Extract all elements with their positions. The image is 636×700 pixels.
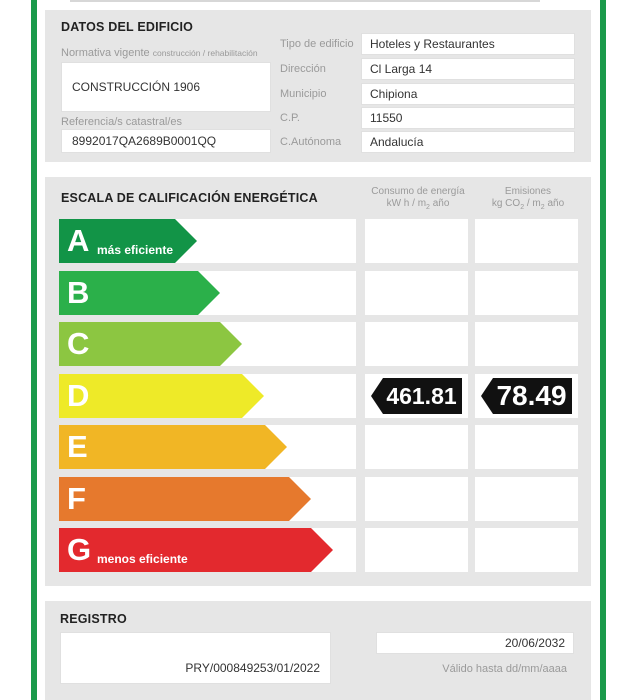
emisiones-header: Emisiones kg $CO_2 / m_2$ año: [491, 186, 565, 211]
tipo-value: Hoteles y Restaurantes: [361, 33, 575, 55]
emisiones-cell-a: [475, 219, 578, 263]
energy-scale-panel: [45, 177, 591, 586]
rating-arrow-b: [59, 271, 220, 315]
consumo-cell-g: [365, 528, 468, 572]
emisiones-cell-g: [475, 528, 578, 572]
emisiones-cell-c: [475, 322, 578, 366]
rating-sublabel-g: menos eficiente: [97, 552, 188, 566]
building-data-title: DATOS DEL EDIFICIO: [61, 20, 194, 34]
municipio-label: Municipio: [280, 88, 327, 100]
cp-value: 11550: [361, 107, 575, 129]
consumo-value-tag: 461.81: [371, 378, 462, 414]
rating-arrow-d: [59, 374, 264, 418]
rating-letter-d: D: [67, 377, 90, 413]
rating-letter-c: C: [67, 326, 90, 361]
consumo-cell-f: [365, 477, 468, 521]
rating-arrow-e: [59, 425, 287, 469]
direccion-label: Dirección: [280, 63, 326, 75]
emisiones-cell-f: [475, 477, 578, 521]
registry-panel: [45, 601, 591, 700]
rating-letter-b: B: [67, 274, 90, 310]
consumo-cell-e: [365, 425, 468, 469]
municipio-value: Chipiona: [361, 83, 575, 105]
registry-title: REGISTRO: [60, 612, 127, 626]
tipo-label: Tipo de edificio: [280, 38, 354, 50]
valid-until-label: Válido hasta dd/mm/aaaa: [442, 663, 567, 675]
building-data-panel: [45, 10, 591, 162]
rating-letter-a: A: [67, 223, 90, 258]
normativa-label: Normativa vigente construcción / rehabilitación: [61, 47, 258, 59]
energy-scale-title: ESCALA DE CALIFICACIÓN ENERGÉTICA: [61, 191, 318, 205]
direccion-value: Cl Larga 14: [361, 58, 575, 80]
emisiones-cell-e: [475, 425, 578, 469]
consumo-cell-c: [365, 322, 468, 366]
rating-letter-f: F: [67, 480, 86, 516]
emisiones-cell-b: [475, 271, 578, 315]
valid-until-date: 20/06/2032: [376, 632, 574, 654]
consumo-cell-a: [365, 219, 468, 263]
rating-arrow-f: [59, 477, 311, 521]
rating-arrow-a: [59, 219, 197, 263]
referencia-value: 8992017QA2689B0001QQ: [61, 129, 271, 153]
rating-letter-g: G: [67, 532, 92, 567]
rating-arrow-c: [59, 322, 242, 366]
registry-number: PRY/000849253/01/2022: [60, 632, 331, 684]
rating-sublabel-a: más eficiente: [97, 243, 174, 257]
rating-arrow-g: [59, 528, 333, 572]
autonoma-label: C.Autónoma: [280, 136, 342, 148]
consumo-header: Consumo de energía kW h / $m_2$ año: [371, 186, 465, 211]
normativa-value: CONSTRUCCIÓN 1906: [61, 62, 271, 112]
cp-label: C.P.: [280, 112, 300, 124]
referencia-label: Referencia/s catastral/es: [61, 116, 183, 128]
autonoma-value: Andalucía: [361, 131, 575, 153]
emisiones-value-tag: 78.49: [481, 378, 572, 414]
consumo-cell-b: [365, 271, 468, 315]
top-divider: [70, 0, 540, 2]
rating-letter-e: E: [67, 429, 88, 464]
